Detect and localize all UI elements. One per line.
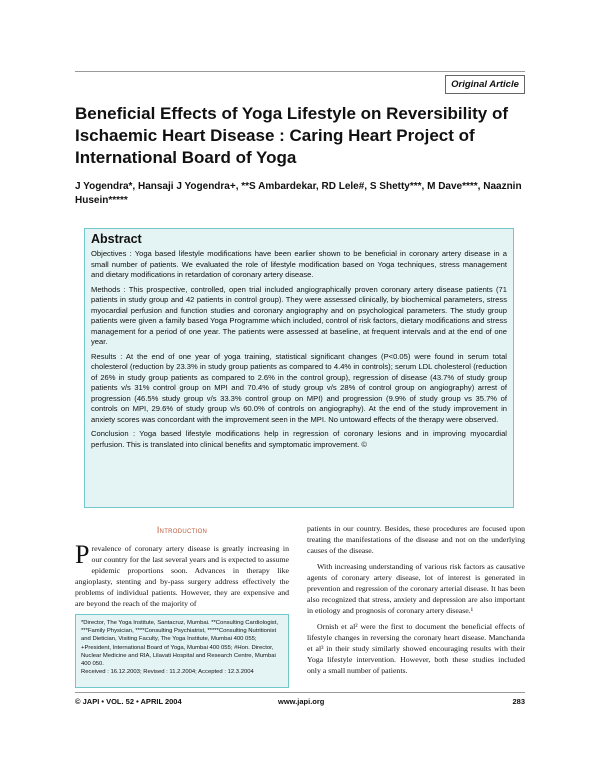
page-number: 283 <box>512 697 525 706</box>
affiliations-box <box>75 614 289 688</box>
article-title: Beneficial Effects of Yoga Lifestyle on Reversibility of Ischaemic Heart Disease : Caring Heart Project of International Board of Yoga <box>75 104 508 167</box>
abstract-heading: Abstract <box>91 232 142 246</box>
drop-cap: P <box>75 540 90 569</box>
journal-website: www.japi.org <box>278 697 325 706</box>
abstract-results: Results : At the end of one year of yoga training, statistical significant changes (P<0.05) were found in serum total cholesterol (reduction by 23.3% in study group patients as compared to 4.4% in controls); serum LDL cholesterol (reduction of 26% in study group patients as compared to 2.6% in the control group), regression of disease (43.7% of study group patients v/s 31% control group on MPI and 70.4% of study group v/s 28% of control group on angiography) arrest of progression (46.5% study group v/s 33.3% control group on MPI) and progression (9.9% of study group vs 35.7% of controls on MPI, 29.6% of study group v/s 60.0% of controls on angiography). At the end of the study improvement in anxiety scores was concordant with the improvement seen in the MPI. No untoward effects of the therapy were observed. <box>91 351 507 424</box>
intro-paragraph-2: patients in our country. Besides, these procedures are focused upon treating the manifestations of the disease and not on the underlying causes of the disease. <box>307 524 525 555</box>
journal-citation: © JAPI • VOL. 52 • APRIL 2004 <box>75 697 182 706</box>
abstract-box <box>84 228 514 508</box>
body-column-left <box>75 523 289 614</box>
author-list: J Yogendra*, Hansaji J Yogendra+, **S Ambardekar, RD Lele#, S Shetty***, M Dave****, Naaznin Husein***** <box>75 181 522 206</box>
introduction-heading: Introduction <box>156 525 208 535</box>
intro-paragraph-3: With increasing understanding of various risk factors as causative agents of coronary artery disease, lot of interest is generated in prevention and regression of the coronary arterial disease. It has been also recognized that stress, anxiety and depression are also important in etiology and prognosis of coronary artery disease.¹ <box>307 562 525 615</box>
abstract-conclusion: Conclusion : Yoga based lifestyle modifications help in regression of coronary lesions and in improving myocardial perfusion. This is translated into clinical benefits and symptomatic improvement. © <box>91 429 507 449</box>
abstract-objectives: Objectives : Yoga based lifestyle modifications have been earlier shown to be beneficial in coronary artery disease in a small number of patients. We evaluated the role of lifestyle modification based on Yoga techniques, stress management and dietary modifications in retardation of coronary artery disease. <box>91 249 507 279</box>
header-rule <box>75 71 525 72</box>
footer-rule <box>75 692 525 693</box>
intro-paragraph-1 <box>75 540 289 609</box>
received-dates: Received : 16.12.2003; Revised : 11.2.2004; Accepted : 12.3.2004 <box>81 669 254 676</box>
intro-paragraph-4: Ornish et al² were the first to document the beneficial effects of lifestyle changes in reversing the coronary heart disease. Manchanda et al³ in their study similarly showed encouraging results with their Yoga lifestyle intervention. However, both these studies included only a small number of patients. <box>307 622 525 675</box>
abstract-methods: Methods : This prospective, controlled, open trial included angiographically proven coronary artery disease patients (71 patients in study group and 42 patients in control group). They were assessed clinically, by biochemical parameters, stress myocardial perfusion and function studies and coronary angiography and on psychological parameters. The study group patients were given a family based Yoga Programme which included, control of risk factors, dietary modifications and stress management for a period of one year. The patients were assessed at baseline, at frequent intervals and at the end of one year. <box>91 284 507 346</box>
body-column-right <box>307 523 525 681</box>
intro-paragraph-1-text: revalence of coronary artery disease is greatly increasing in our country for the last several years and is expected to assume epidemic proportions soon. Advances in therapy like angioplasty, stenting and by-pass surgery address effectively the problems of individual patients. However, they are expensive and are beyond the reach of the majority of <box>75 544 289 608</box>
affiliations-text: *Director, The Yoga Institute, Santacruz, Mumbai. **Consulting Cardiologist, ***Family Physician, ****Consulting Psychiatrist, *****Consulting Nutritionist and Dietician, Visiting Faculty, The Yoga Institute, Mumbai 400 055; +President, International Board of Yoga, Mumbai 400 055; #Hon. Director, Nuclear Medicine and RIA, Lilavati Hospital and Research Centre, Mumbai 400 050. <box>81 620 279 668</box>
article-type-badge: Original Article <box>445 75 525 94</box>
